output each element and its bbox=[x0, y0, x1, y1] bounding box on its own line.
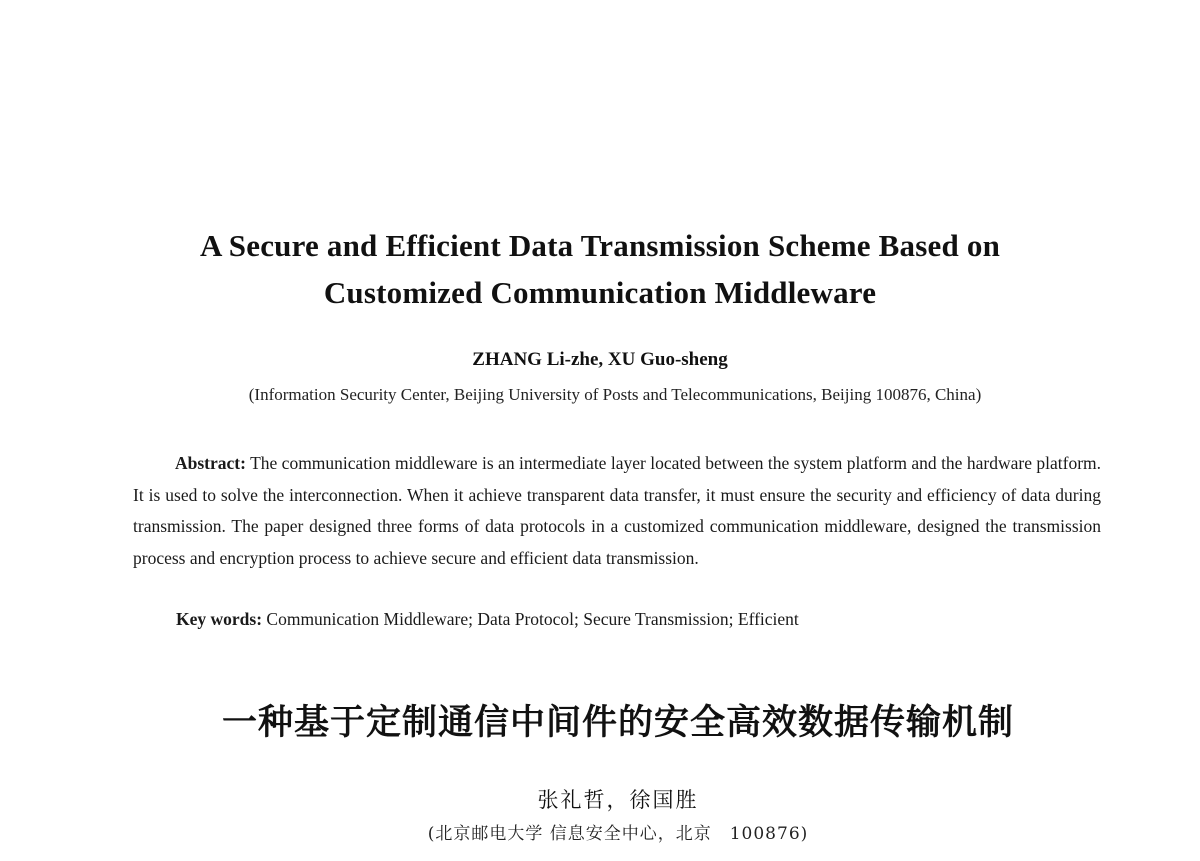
keywords-label: Key words: bbox=[176, 609, 263, 629]
author-affiliation-chinese: (北京邮电大学 信息安全中心，北京 100876) bbox=[427, 824, 809, 844]
author-list-chinese: 张礼哲，徐国胜 bbox=[537, 788, 699, 812]
title-line-1: A Secure and Efficient Data Transmission Scheme Based on bbox=[199, 228, 1001, 263]
abstract-text: The communication middleware is an intermediate layer located between the system platform and the hardware platform. It is used to solve the interconnection. When it achieve transparent data transfer, it must ensure the security and efficiency of data during transmission. The paper designed three forms of data protocols in a customized communication middleware, designed the transmission process and encryption process to achieve secure and efficient data transmission. bbox=[133, 453, 1102, 568]
paper-title-chinese: 一种基于定制通信中间件的安全高效数据传输机制 bbox=[221, 702, 1014, 743]
abstract-paragraph bbox=[133, 448, 1101, 574]
abstract-label: Abstract: bbox=[175, 453, 246, 473]
keywords-line bbox=[176, 606, 799, 632]
author-affiliation: (Information Security Center, Beijing University of Posts and Telecommunications, Beijing 100876, China) bbox=[248, 385, 982, 404]
paper-title-english bbox=[100, 222, 1100, 316]
keywords-text: Communication Middleware; Data Protocol; Secure Transmission; Efficient bbox=[266, 609, 799, 629]
author-list: ZHANG Li-zhe, XU Guo-sheng bbox=[472, 349, 728, 370]
title-line-2: Customized Communication Middleware bbox=[323, 275, 877, 310]
